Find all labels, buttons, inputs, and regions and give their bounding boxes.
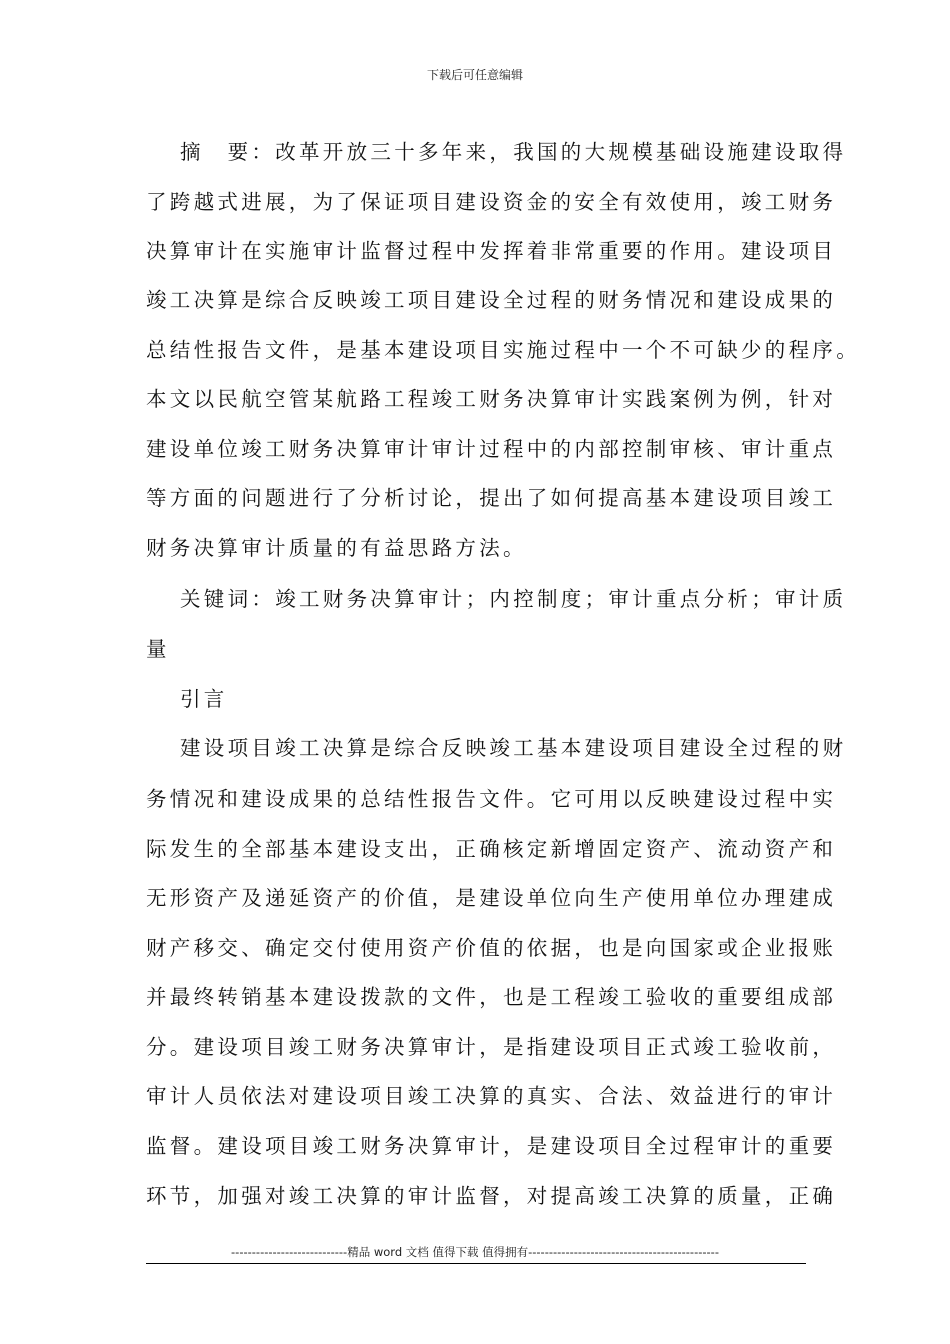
abstract-line: 本文以民航空管某航路工程竣工财务决算审计实践案例为例，针对 xyxy=(146,387,837,411)
intro-line: 务情况和建设成果的总结性报告文件。它可用以反映建设过程中实 xyxy=(146,787,837,811)
page-footer: ----------------------------精品 word 文档 值得下载 值得拥有---------------------------------------------- xyxy=(231,1245,719,1259)
section-title: 引言 xyxy=(180,687,228,711)
intro-line: 无形资产及递延资产的价值，是建设单位向生产使用单位办理建成 xyxy=(146,886,837,910)
abstract-line: 摘 要：改革开放三十多年来，我国的大规模基础设施建设取得 xyxy=(180,140,847,164)
page-header: 下载后可任意编辑 xyxy=(426,68,523,82)
intro-line: 环节，加强对竣工决算的审计监督，对提高竣工决算的质量，正确 xyxy=(146,1184,837,1208)
intro-line: 监督。建设项目竣工财务决算审计，是建设项目全过程审计的重要 xyxy=(146,1134,837,1158)
abstract-line: 竣工决算是综合反映竣工项目建设全过程的财务情况和建设成果的 xyxy=(146,288,837,312)
intro-line: 际发生的全部基本建设支出，正确核定新增固定资产、流动资产和 xyxy=(146,837,837,861)
abstract-line: 财务决算审计质量的有益思路方法。 xyxy=(146,536,527,560)
keywords-line: 量 xyxy=(146,637,170,661)
abstract-line: 等方面的问题进行了分析讨论，提出了如何提高基本建设项目竣工 xyxy=(146,486,837,510)
footer-divider xyxy=(146,1263,806,1264)
abstract-line: 建设单位竣工财务决算审计审计过程中的内部控制审核、审计重点 xyxy=(146,437,837,461)
intro-line: 分。建设项目竣工财务决算审计，是指建设项目正式竣工验收前， xyxy=(146,1035,837,1059)
abstract-line: 总结性报告文件，是基本建设项目实施过程中一个不可缺少的程序。 xyxy=(146,338,860,362)
intro-line: 并最终转销基本建设拨款的文件，也是工程竣工验收的重要组成部 xyxy=(146,985,837,1009)
intro-line: 财产移交、确定交付使用资产价值的依据，也是向国家或企业报账 xyxy=(146,936,837,960)
keywords-line: 关键词：竣工财务决算审计；内控制度；审计重点分析；审计质 xyxy=(180,587,847,611)
abstract-line: 了跨越式进展，为了保证项目建设资金的安全有效使用，竣工财务 xyxy=(146,190,837,214)
intro-line: 建设项目竣工决算是综合反映竣工基本建设项目建设全过程的财 xyxy=(180,736,847,760)
abstract-line: 决算审计在实施审计监督过程中发挥着非常重要的作用。建设项目 xyxy=(146,239,837,263)
intro-line: 审计人员依法对建设项目竣工决算的真实、合法、效益进行的审计 xyxy=(146,1084,837,1108)
